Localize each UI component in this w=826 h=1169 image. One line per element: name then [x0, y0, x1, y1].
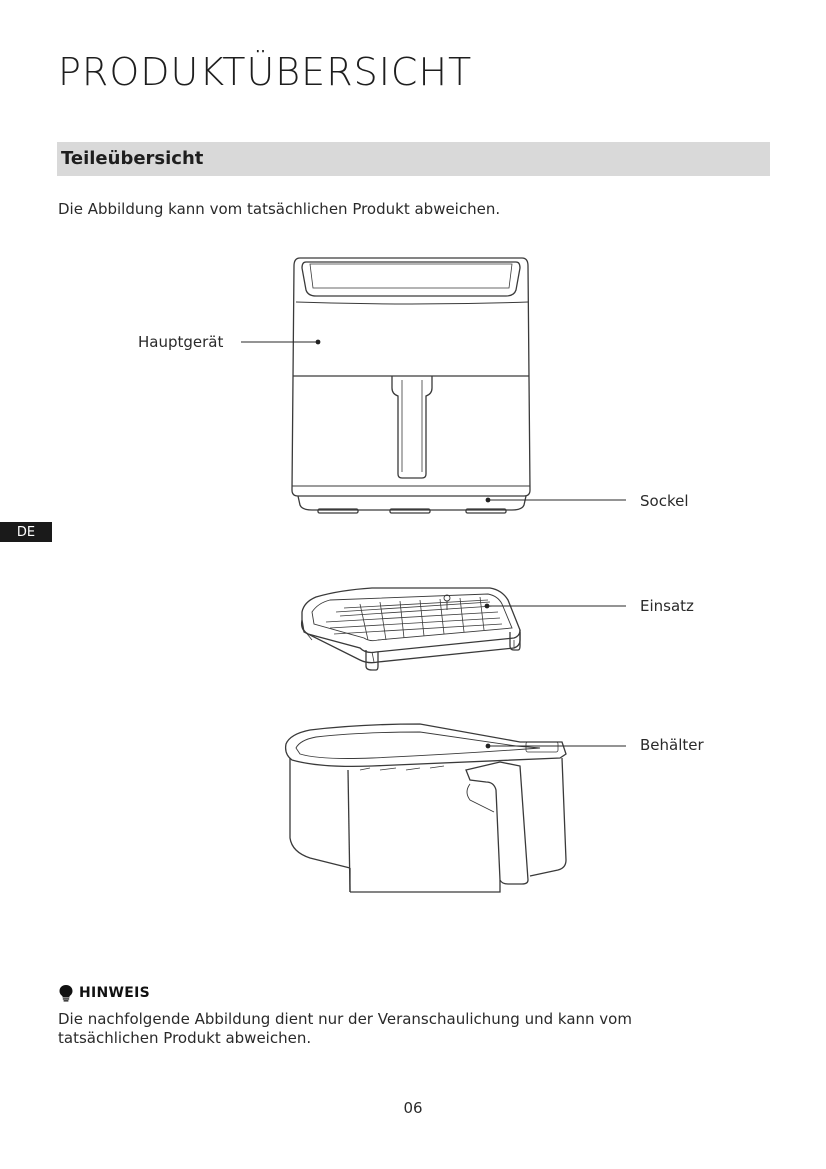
- label-container: Behälter: [640, 736, 704, 754]
- label-main-unit: Hauptgerät: [138, 333, 224, 351]
- note-heading: [58, 984, 150, 1002]
- main-unit-drawing: [292, 258, 530, 513]
- label-insert: Einsatz: [640, 597, 694, 615]
- intro-text: Die Abbildung kann vom tatsächlichen Produkt abweichen.: [58, 200, 501, 218]
- language-tab: DE: [0, 522, 52, 542]
- container-drawing: [286, 724, 566, 892]
- note-text: Die nachfolgende Abbildung dient nur der Veranschaulichung und kann vom tatsächlichen Produkt abweichen.: [58, 1010, 632, 1047]
- label-base: Sockel: [640, 492, 689, 510]
- lightbulb-icon: [58, 984, 74, 1002]
- note-title: HINWEIS: [79, 985, 151, 1001]
- page-number: 06: [403, 1099, 423, 1117]
- insert-drawing: [302, 588, 520, 670]
- section-title: Teileübersicht: [61, 148, 204, 169]
- leader-lines: [241, 342, 626, 746]
- page-title: PRODUKTÜBERSICHT: [58, 50, 473, 94]
